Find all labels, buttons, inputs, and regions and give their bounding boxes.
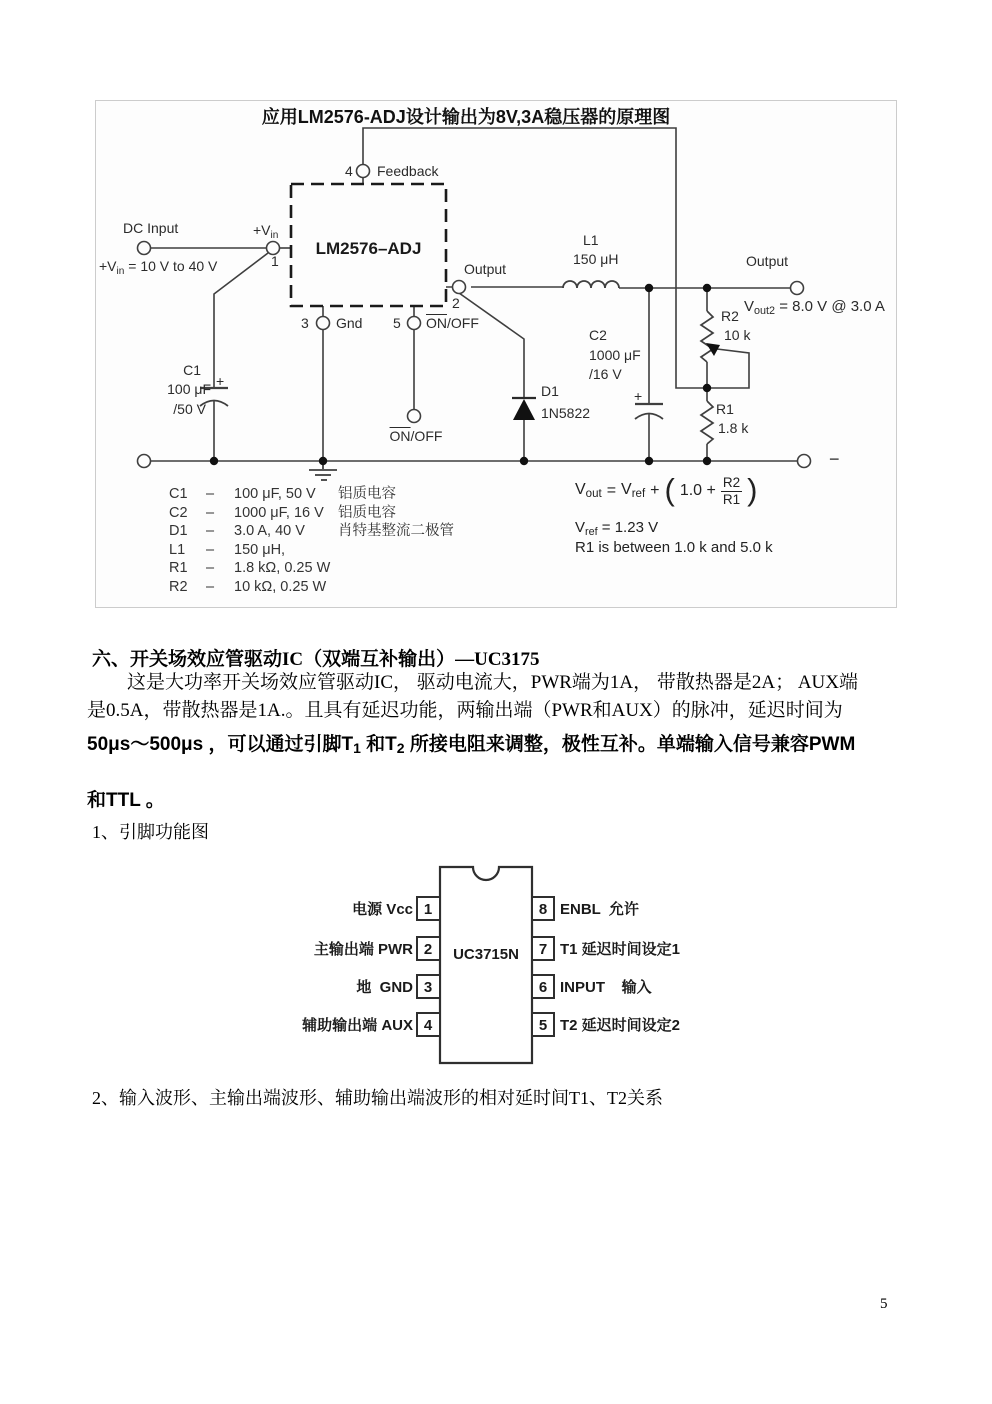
output-pin-label: Output (464, 261, 507, 277)
dip-chip-body (440, 867, 532, 1063)
circuit-wires (151, 128, 797, 461)
onoff-terminal-label: $\overline{ON}$/OFF (389, 428, 443, 444)
pin-number-8: 8 (538, 901, 548, 918)
r2-r1-fraction: $\frac{R2}{R1}$ (722, 474, 741, 507)
pin-number-2: 2 (423, 941, 433, 958)
pin-diagram-figure (300, 858, 692, 1074)
component-value: 150 μH, (234, 542, 286, 558)
component-name: L1 (169, 542, 186, 558)
pin-number-5: 5 (538, 1017, 548, 1034)
gnd-label: Gnd (336, 315, 363, 331)
component-value: 1.8 kΩ, 0.25 W (234, 560, 331, 576)
feedback-label: Feedback (377, 163, 439, 179)
pin-label-pwr: 主输出端 PWR (313, 941, 413, 958)
paragraph-line-4: 和TTL 。 (87, 790, 165, 811)
pin-label-t1: T1 延迟时间设定1 (560, 941, 681, 958)
pin3-number: 3 (301, 315, 309, 331)
plus-sign: + (650, 482, 660, 499)
vout-formula (575, 473, 757, 509)
resistor-r2 (701, 311, 713, 362)
pin-label-vcc: 电源 Vcc (352, 901, 413, 918)
c2-value1: 1000 μF (589, 347, 641, 363)
pin-number-3: 3 (423, 979, 433, 996)
pin-label-input: INPUT 输入 (560, 979, 652, 996)
component-value: 100 μF, 50 V (234, 486, 316, 502)
c2-label: C2 (589, 327, 607, 343)
component-value: 1000 μF, 16 V (234, 505, 324, 521)
diode-d1 (512, 398, 536, 420)
component-dash: – (206, 560, 215, 576)
pin-label-gnd: 地 GND (356, 979, 413, 996)
component-value: 3.0 A, 40 V (234, 523, 305, 539)
c1-value2: /50 V (173, 401, 206, 417)
component-row (169, 561, 769, 579)
chip-name: LM2576–ADJ (315, 239, 422, 258)
pin-diagram-drawing (300, 858, 692, 1074)
pin-number-1: 1 (423, 901, 433, 918)
component-name: R2 (169, 579, 188, 595)
c1-plus-sign: + (216, 373, 225, 389)
pin5-number: 5 (393, 315, 401, 331)
component-name: C2 (169, 505, 188, 521)
wire-c1-branch (214, 253, 268, 461)
pin-number-6: 6 (538, 979, 548, 996)
pin1-number: 1 (271, 253, 279, 269)
r1-value: 1.8 k (718, 420, 749, 436)
component-name: C1 (169, 486, 188, 502)
inductor-l1-coil (563, 281, 619, 288)
page-number: 5 (880, 1296, 888, 1312)
onoff-pin-label: $\overline{ON}$/OFF (426, 315, 479, 331)
component-row (169, 580, 769, 598)
component-desc: 铝质电容 (338, 486, 396, 502)
vref-line: $V_{ref} = 1.23$ V (575, 519, 659, 539)
c2-value2: /16 V (589, 366, 622, 382)
junction-dots (210, 284, 711, 465)
vout2-label: $V_{out2} = 8.0$ V @ 3.0 A (744, 298, 885, 318)
dc-input-label: DC Input (123, 220, 179, 236)
component-dash: – (206, 523, 215, 539)
formula-vout: $V_{out}$ (575, 481, 602, 501)
c1-label: C1 (183, 362, 201, 378)
formula-vref: $V_{ref}$ (621, 481, 646, 501)
pin-number-7: 7 (538, 941, 548, 958)
formula-inner: 1.0 + (679, 482, 716, 499)
equals-sign: = (606, 482, 617, 499)
component-name: R1 (169, 560, 188, 576)
r2-wiper (706, 343, 749, 388)
output-terminal-label: Output (746, 253, 789, 269)
vin-pin-label: $+V_{in}$ (253, 222, 279, 241)
component-desc: 铝质电容 (338, 505, 396, 521)
component-dash: – (206, 542, 215, 558)
pin-diagram-chip-name: UC3715N (453, 946, 519, 963)
component-name: D1 (169, 523, 188, 539)
d1-label: D1 (541, 383, 559, 399)
l1-label: L1 (583, 232, 599, 248)
resistor-r1 (701, 401, 713, 444)
paragraph-line-3: 50μs〜500μs ，可以通过引脚T1 和T2 所接电阻来调整，极性互补。单端输入信号兼容PWM (87, 734, 856, 756)
r1-note-line: R1 is between 1.0 k and 5.0 k (575, 539, 773, 556)
l1-value: 150 μH (573, 251, 619, 267)
section-heading: 六、开关场效应管驱动IC（双端互补输出）—UC3175 (92, 649, 540, 670)
component-dash: – (206, 486, 215, 502)
schematic-figure (95, 100, 897, 608)
pin-label-enbl: ENBL 允许 (560, 901, 639, 918)
c1-value1: 100 μF (167, 381, 211, 397)
pin-number-4: 4 (423, 1017, 433, 1034)
component-value: 10 kΩ, 0.25 W (234, 579, 327, 595)
pin-label-aux: 辅助输出端 AUX (302, 1017, 413, 1034)
vin-range-label: $+V_{in} = 10$ V to 40 V (99, 258, 218, 277)
list-item-2: 2、输入波形、主输出端波形、辅助输出端波形的相对延时间T1、T2关系 (92, 1088, 663, 1108)
minus-sign: − (829, 449, 840, 469)
component-dash: – (206, 505, 215, 521)
pin-label-t2: T2 延迟时间设定2 (560, 1017, 681, 1034)
r2-value: 10 k (724, 327, 751, 343)
paragraph-line-1: 这是大功率开关场效应管驱动IC， 驱动电流大，PWR端为1A， 带散热器是2A； AUX端 (127, 672, 858, 693)
c2-plus-sign: + (634, 388, 643, 404)
pin2-number: 2 (452, 295, 460, 311)
pin4-number: 4 (345, 163, 353, 179)
paragraph-line-2: 是0.5A，带散热器是1A.。且具有延迟功能，两输出端（PWR和AUX）的脉冲，延迟时间为 (87, 700, 843, 721)
d1-value: 1N5822 (541, 405, 591, 421)
list-item-1: 1、引脚功能图 (92, 822, 209, 842)
component-dash: – (206, 579, 215, 595)
figure-title: 应用LM2576-ADJ设计输出为8V,3A稳压器的原理图 (261, 107, 671, 127)
r1-label: R1 (716, 401, 734, 417)
right-paren: ) (747, 472, 758, 508)
r2-label: R2 (721, 308, 739, 324)
left-paren: ( (664, 472, 675, 508)
component-desc: 肖特基整流二极管 (338, 523, 454, 539)
